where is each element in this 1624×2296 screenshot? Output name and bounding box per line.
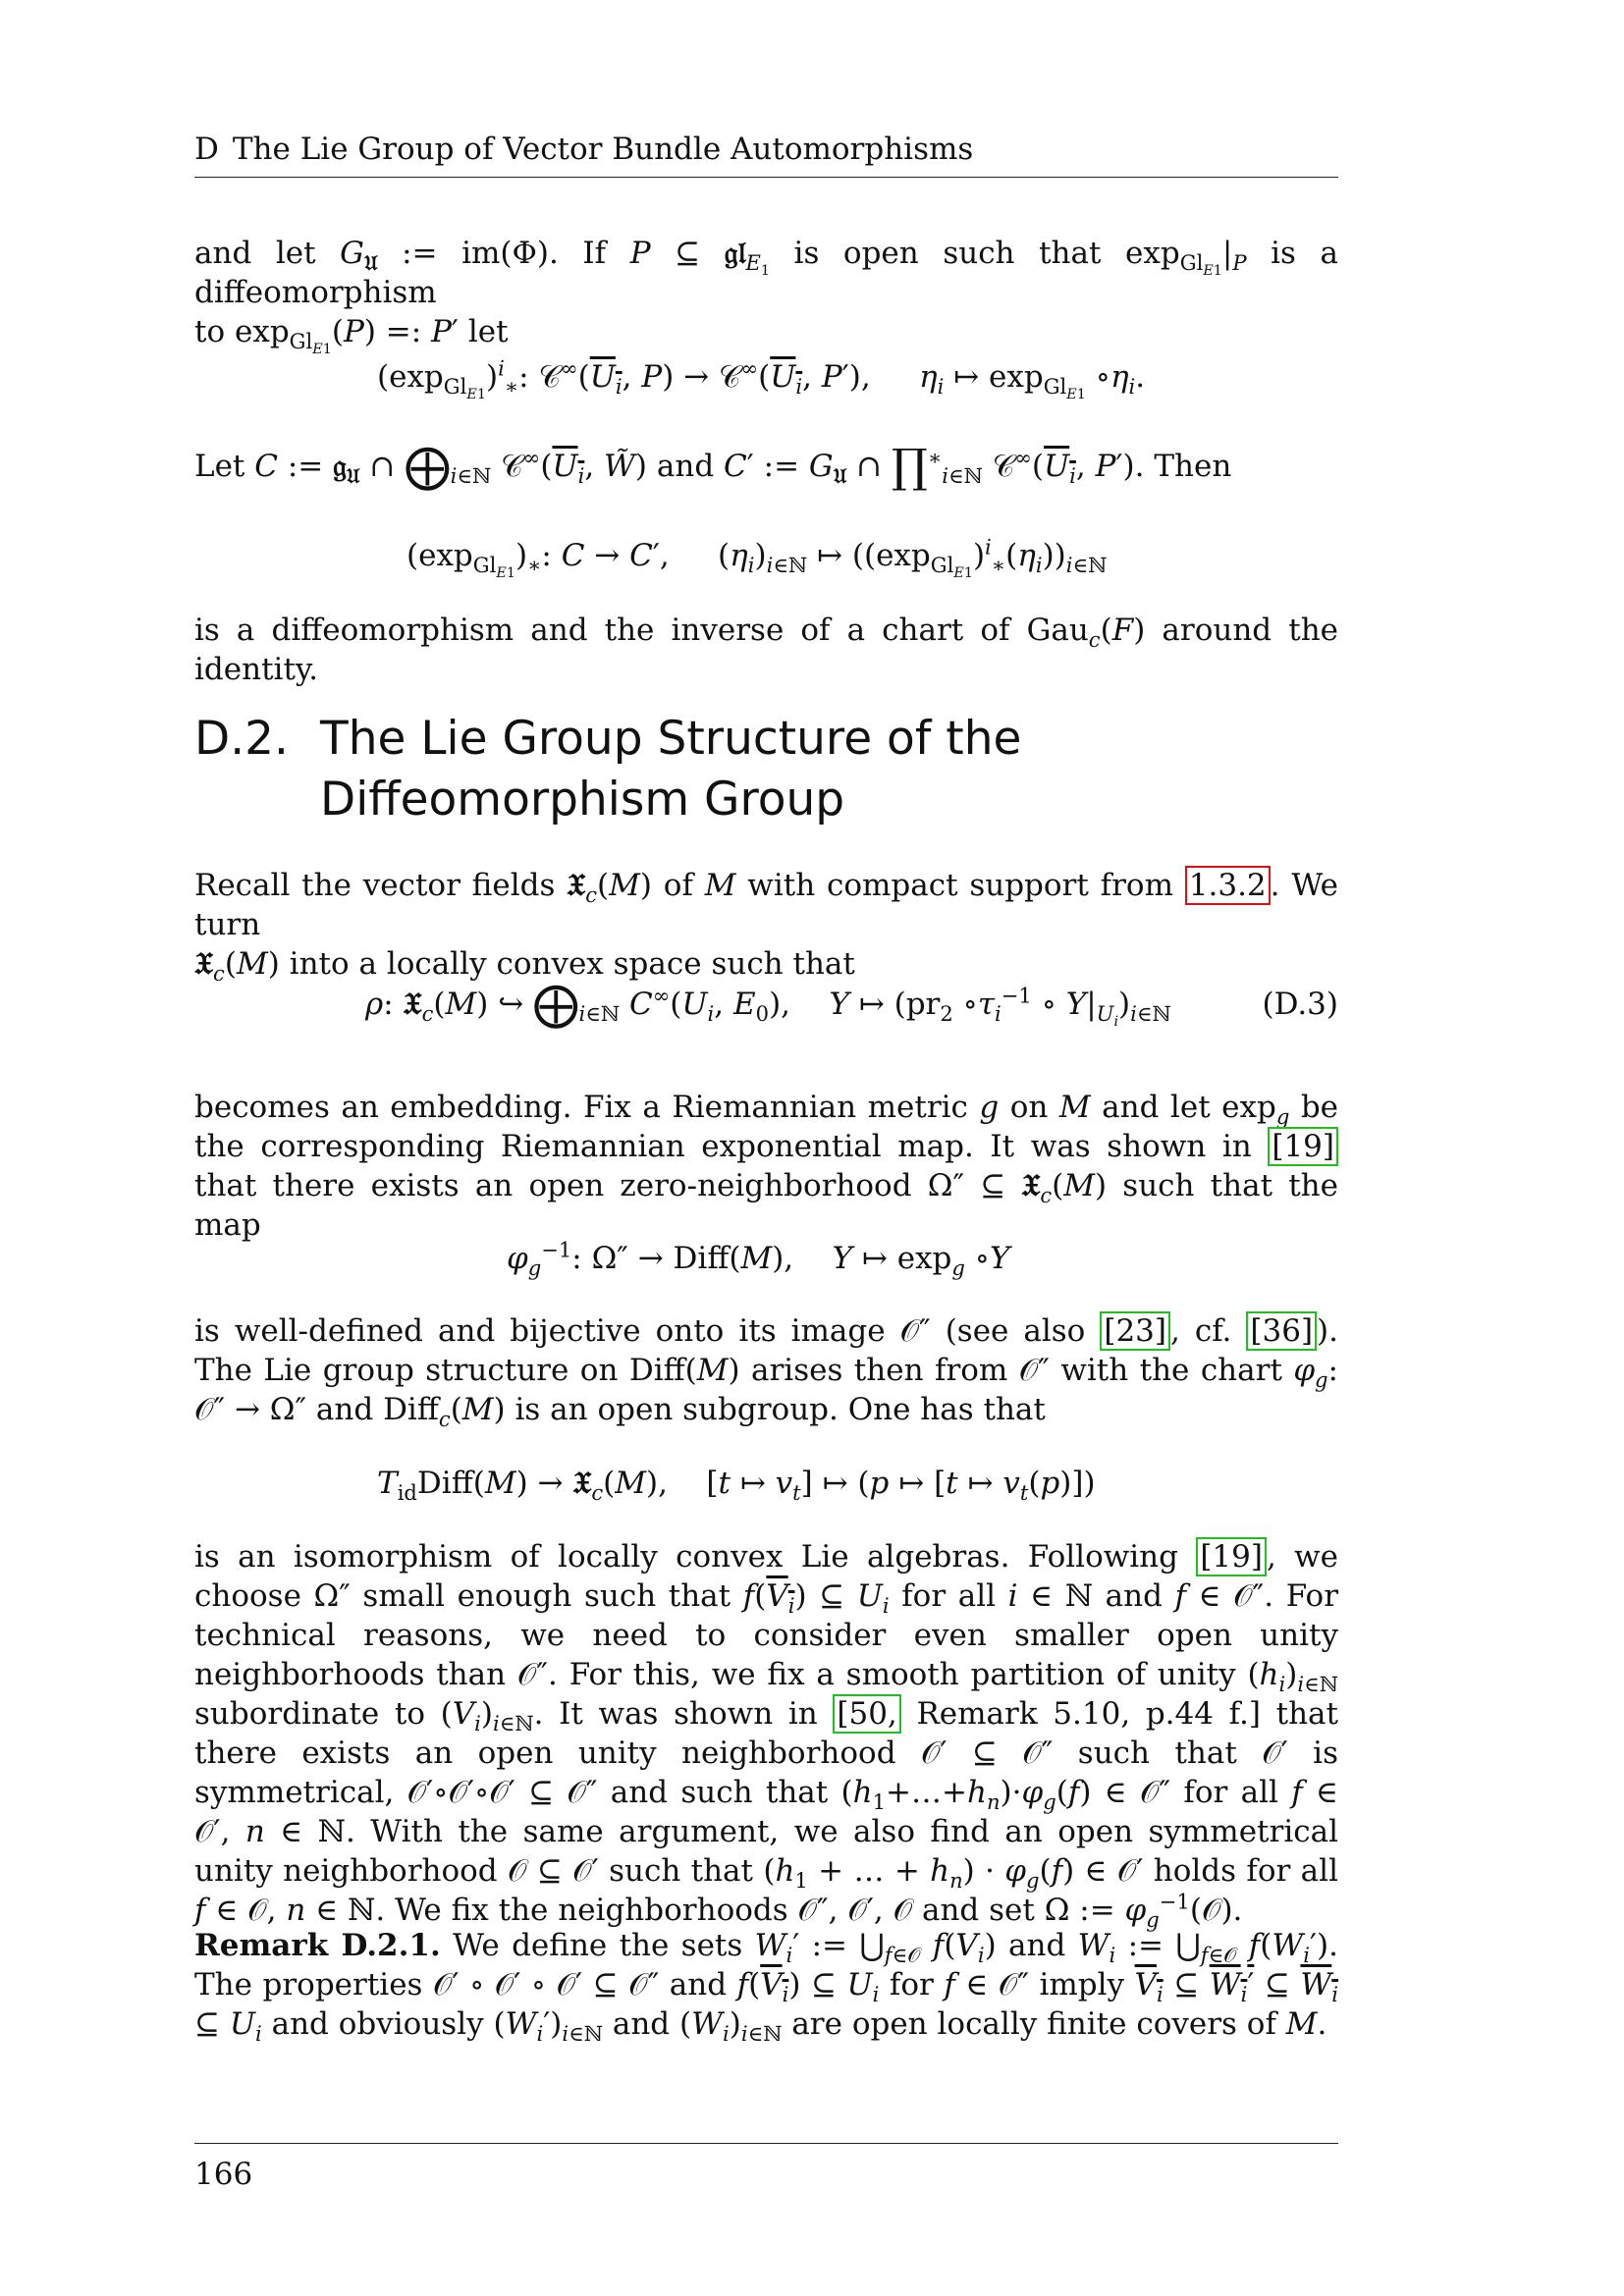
let-c-line: Let C := 𝔤$_𝔘$ ∩ $⨁_{i\in ℕ}$ $𝒞^\infty(U_i$, W̃) and C′ := $G_𝔘$ ∩ $\prod^∗_{i\in ℕ}$ $𝒞^\infty(U_i$, P′). Then (194, 439, 1232, 493)
section-title-line-2: Diffeomorphism Group (320, 773, 845, 827)
paragraph-lie-structure: is well-defined and bijective onto its image 𝒪″ (see also [23] , cf. [36] ). The Lie group structure on Diff(M) arises then from 𝒪″ with the chart $\varphi_g$: 𝒪″ → Ω″ and Diff$_c$(M) is an open subgroup. One has that (194, 1313, 1338, 1432)
paragraph-riemannian: becomes an embedding. Fix a Riemannian metric g on M and let $\exp_g$ be the corresponding Riemannian exponential map. It was shown in [19] that there exists an open zero-neighborhood Ω″ ⊆ 𝔛$_c$(M) such that the map (194, 1090, 1339, 1243)
remark-label: Remark D.2.1. (194, 1928, 441, 1963)
chapter-letter: D (194, 132, 219, 167)
section-number: D.2. (194, 712, 289, 766)
equation-exp-i: $(\exp_{Gl_{E1}})^i_∗$: $𝒞^\infty(U_i$, $P) \to 𝒞^\infty(U_i$, P′), $\eta_i$ ↦ $\exp_{Gl_{E1}}$ $\circ\eta_i$. (377, 355, 1146, 403)
running-head (194, 130, 1338, 178)
chapter-title: The Lie Group of Vector Bundle Automorphisms (232, 132, 974, 167)
equation-exp-star: $(\exp_{Gl_{E1}})_∗$: C → C′, $(\eta_i)_{i\in ℕ}$ ↦ $((\exp_{Gl_{E1}})^i_∗(\eta_i))_{i\in ℕ}$ (406, 534, 1108, 582)
footer-rule (194, 2143, 1338, 2144)
citation-19-second[interactable]: [19] (1196, 1537, 1267, 1576)
equation-phi-inverse: $\varphi_g^{-1}$: Ω″ → Diff(M), Y ↦ $\exp_g$ ∘Y (507, 1237, 1010, 1281)
citation-23[interactable]: [23] (1100, 1311, 1170, 1351)
page-number: 166 (194, 2157, 253, 2192)
equation-tangent: $T_{id}Diff(M)$ → 𝔛$_c$(M), [t ↦ $v_t$] ↦ (p ↦ [t ↦ $v_t(p)$]) (377, 1466, 1096, 1506)
citation-19[interactable]: [19] (1268, 1127, 1338, 1166)
equation-tag: (D.3) (1262, 987, 1338, 1022)
paragraph-isomorphism: is an isomorphism of locally convex Lie algebras. Following [19] , we choose Ω″ small enough such that $f(V_i)$ ⊆ $U_i$ for all i ∈ ℕ and f ∈ 𝒪″. For technical reasons, we need to consider even smaller open unity neighborhoods than 𝒪″. For this, we fix a smooth partition of unity $(h_i)_{i\in ℕ}$ subordinate to $(V_i)_{i\in ℕ}$. It was shown in [50, Remark 5.10, p.44 f.] that there exists an open unity neighborhood 𝒪′ ⊆ 𝒪″ such that 𝒪′ is symmetrical, 𝒪′∘𝒪′∘𝒪′ ⊆ 𝒪″ and such that $(h_1+\dots+h_n)\cdot\varphi_g(f)$ ∈ 𝒪″ for all f ∈ 𝒪′, n ∈ ℕ. With the same argument, we also find an open symmetrical unity neighborhood 𝒪 ⊆ 𝒪′ such that ($h_1$ + … + $h_n) \cdot \varphi_g(f)$ ∈ 𝒪′ holds for all f ∈ 𝒪, n ∈ ℕ. We fix the neighborhoods 𝒪″, 𝒪′, 𝒪 and set Ω := $\varphi_g^{-1}(𝒪)$. (194, 1539, 1339, 1933)
equation-d3: ρ: 𝔛$_c$(M) ↪ $⨁_{i\in ℕ}$ $C^\infty(U_i$, $E_0$), Y ↦ ($pr_2$ $\circ\tau_i^{-1}$ ∘ $Y|_{U_i})_{i\in ℕ}$ (D.3) (365, 977, 1338, 1031)
section-heading (194, 709, 1338, 830)
citation-50[interactable]: [50, (833, 1694, 900, 1734)
citation-36[interactable]: [36] (1246, 1311, 1317, 1351)
intro-conclusion: is a diffeomorphism and the inverse of a chart of Gau$_c$(F) around the identity. (194, 613, 1339, 687)
intro-line-2: to $\exp_{Gl_{E1}}(P)$ =: P′ let (194, 314, 509, 358)
intro-paragraph (194, 234, 1339, 358)
remark-d-2-1: Remark D.2.1. We define the sets $W_i'$ := $⋃_{f\in 𝒪}$ $f(V_i)$ and $W_i$ := $⋃_{f\in 𝒪}$ $f(W_i')$. The properties 𝒪′ ∘ 𝒪′ ∘ 𝒪′ ⊆ 𝒪″ and $f(V_i)$ ⊆ $U_i$ for f ∈ 𝒪″ imply $V_i$ ⊆ $W_i'$ ⊆ $W_i$ ⊆ $U_i$ and obviously $(W_i')_{i\in ℕ}$ and $(W_i)_{i\in ℕ}$ are open locally finite covers of M. (194, 1928, 1339, 2047)
reference-link-1-3-2[interactable]: 1.3.2 (1185, 866, 1271, 905)
section-title-line-1: The Lie Group Structure of the (320, 712, 1022, 766)
paragraph-vector-fields: Recall the vector fields 𝔛$_c$(M) of M with compact support from 1.3.2 . We turn 𝔛$_c$(M) into a locally convex space such that (194, 868, 1339, 987)
intro-line-1: and let $G_𝔘$ := im(Φ). If P ⊆ 𝔤𝔩$_{E_1}$ is open such that $\exp_{Gl_{E1}}|_P$ is a diffeomorphism (194, 236, 1339, 310)
